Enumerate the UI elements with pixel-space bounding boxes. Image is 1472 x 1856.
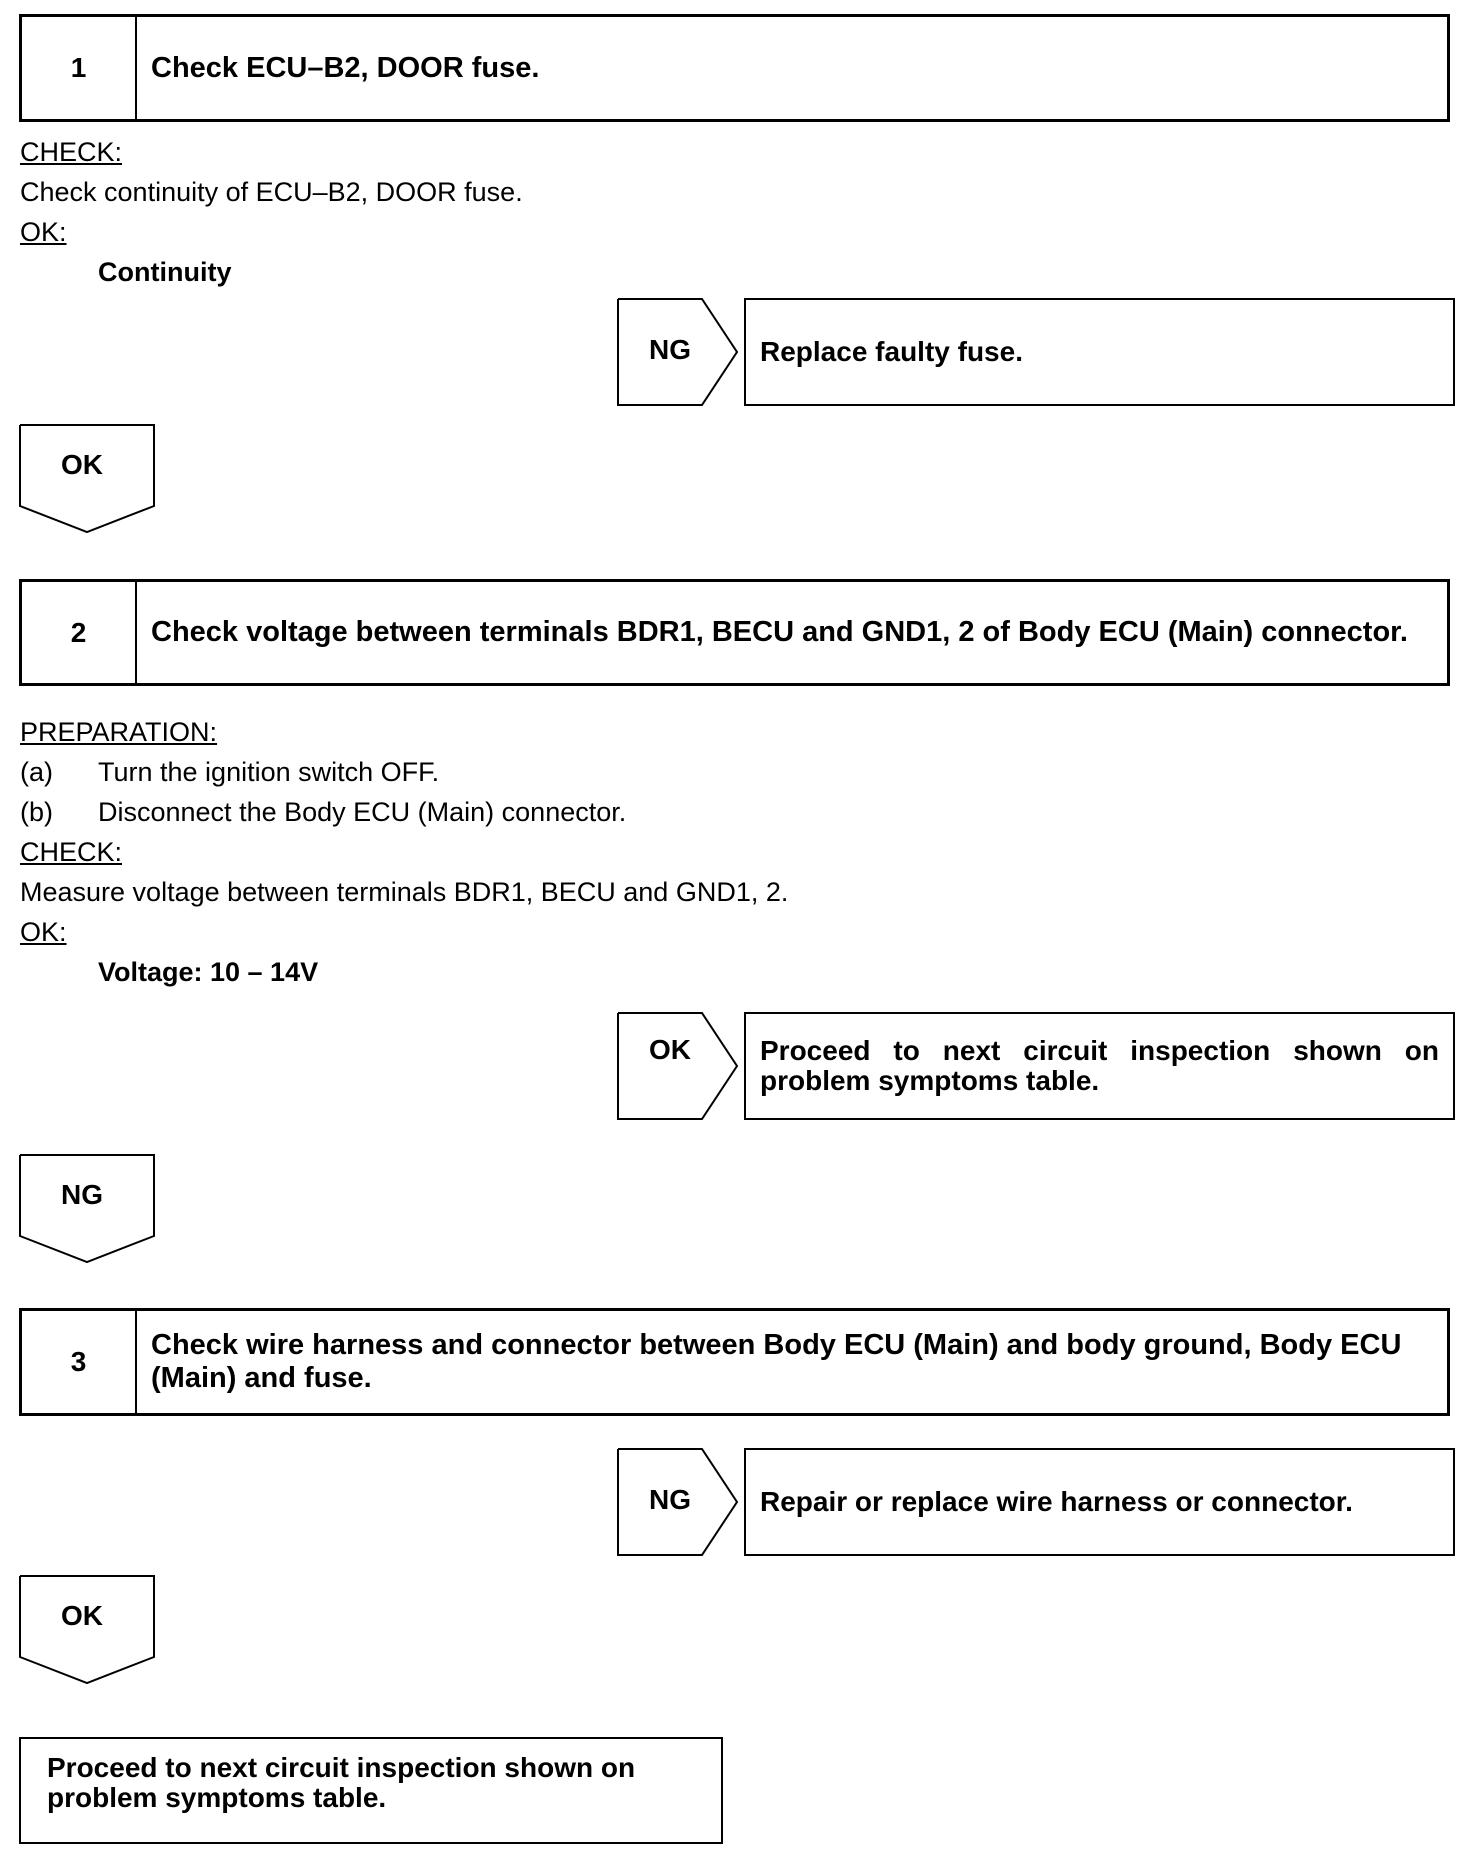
ng-down-arrow	[19, 1154, 156, 1264]
check-label: CHECK:	[20, 137, 123, 167]
step-1-header	[19, 14, 1450, 122]
step-title: Check wire harness and connector between Body ECU (Main) and body ground, Body ECU (Main) and fuse.	[151, 1329, 1402, 1394]
check-text: Measure voltage between terminals BDR1, BECU and GND1, 2.	[20, 877, 789, 907]
ng-branch-arrow	[617, 1448, 739, 1556]
step-title: Check voltage between terminals BDR1, BECU and GND1, 2 of Body ECU (Main) connector.	[151, 616, 1408, 648]
next-label: NG	[61, 1179, 103, 1210]
step-number: 1	[22, 17, 137, 119]
check-text: Check continuity of ECU–B2, DOOR fuse.	[20, 177, 523, 207]
ok-value: Continuity	[98, 257, 232, 287]
step-title: Check ECU–B2, DOOR fuse.	[151, 51, 540, 84]
ok-label: OK:	[20, 217, 67, 247]
result-box: Repair or replace wire harness or connector.	[744, 1448, 1455, 1556]
ok-label: OK:	[20, 917, 67, 947]
prep-item-text: Turn the ignition switch OFF.	[98, 757, 440, 787]
ok-down-arrow	[19, 1575, 156, 1685]
next-label: OK	[61, 1600, 103, 1631]
branch-label: NG	[649, 334, 691, 365]
result-box: Replace faulty fuse.	[744, 298, 1455, 406]
branch-label: NG	[649, 1484, 691, 1515]
step-3-header	[19, 1308, 1450, 1416]
ok-down-arrow	[19, 424, 156, 534]
prep-item-text: Disconnect the Body ECU (Main) connector.	[98, 797, 627, 827]
check-label: CHECK:	[20, 837, 123, 867]
final-result-box: Proceed to next circuit inspection shown on problem symptoms table.	[19, 1737, 723, 1844]
ng-branch-arrow	[617, 298, 739, 406]
prep-item-marker: (a)	[20, 757, 53, 787]
ok-branch-arrow	[617, 1012, 739, 1120]
step-number: 2	[22, 582, 137, 683]
next-label: OK	[61, 449, 103, 480]
step-2-header	[19, 579, 1450, 686]
ok-value: Voltage: 10 – 14V	[98, 957, 319, 987]
prep-item-marker: (b)	[20, 797, 53, 827]
result-box: Proceed to next circuit inspection shown on problem symptoms table.	[744, 1012, 1455, 1120]
preparation-label: PREPARATION:	[20, 717, 218, 747]
step-number: 3	[22, 1311, 137, 1413]
branch-label: OK	[649, 1034, 691, 1065]
